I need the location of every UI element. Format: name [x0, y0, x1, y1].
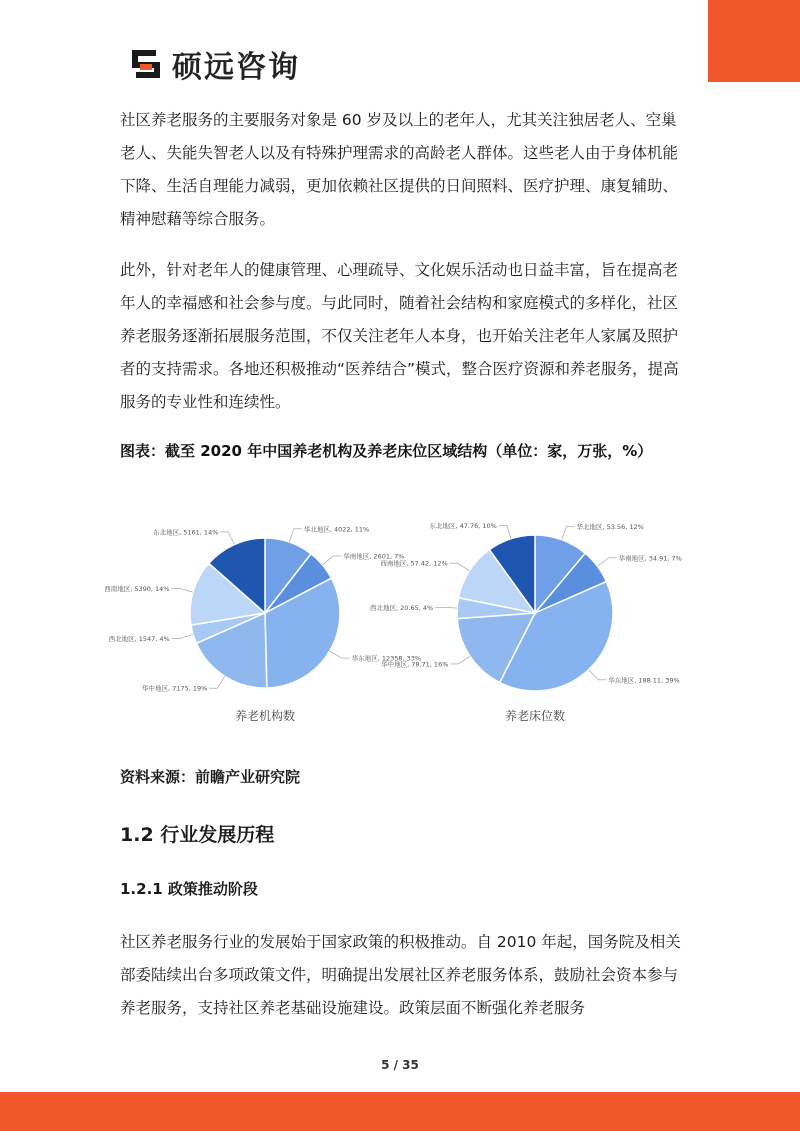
page-number: 5 / 35: [381, 1058, 419, 1072]
pie-leader-1-2: [589, 670, 607, 680]
body-paragraph-1: 社区养老服务的主要服务对象是 60 岁及以上的老年人，尤其关注独居老人、空巢老人、失能失智老人以及有特殊护理需求的高龄老人群体。这些老人由于身体机能下降、生活自理能力减弱，更加依赖社区提供的日间照料、医疗护理、康复辅助、精神慰藉等综合服务。: [120, 111, 679, 228]
pie-leader-1-0: [562, 527, 575, 540]
pie-data-label-1-4: 西北地区, 20.65, 4%: [370, 603, 434, 612]
pie-data-label-1-1: 华南地区, 34.91, 7%: [618, 554, 682, 563]
pie-data-label-1-2: 华东地区, 188.11, 39%: [608, 676, 680, 685]
pie-data-label-1-0: 华北地区, 53.56, 12%: [576, 523, 644, 532]
body-paragraph-3: 社区养老服务行业的发展始于国家政策的积极推动。自 2010 年起，国务院及相关部委陆续出台多项政策文件，明确提出发展社区养老服务体系，鼓励社会资本参与养老服务，支持社区养老基础设施建设。政策层面不断强化养老服务: [120, 933, 681, 1017]
footer-accent-bar: [0, 1092, 800, 1131]
brand-logo: [128, 44, 300, 84]
pie-data-label-0-3: 华中地区, 7175, 19%: [142, 684, 208, 693]
pie-data-label-1-5: 西南地区, 57.42, 12%: [380, 559, 448, 568]
pie-data-label-0-2: 华东地区, 12358, 33%: [351, 654, 422, 663]
pie-axis-label-0: 养老机构数: [234, 709, 296, 723]
pie-leader-1-3: [450, 656, 470, 664]
pie-leader-0-6: [220, 532, 234, 545]
header-accent-block: [708, 0, 800, 82]
pie-data-label-1-3: 华中地区, 78.71, 16%: [381, 660, 449, 669]
source-note: 资料来源：前瞻产业研究院: [120, 768, 301, 786]
body-paragraph-2: 此外，针对老年人的健康管理、心理疏导、文化娱乐活动也日益丰富，旨在提高老年人的幸福感和社会参与度。与此同时，随着社会结构和家庭模式的多样化，社区养老服务逐渐拓展服务范围，不仅关注老年人本身，也开始关注老年人家属及照护者的支持需求。各地还积极推动“医养结合”模式，整合医疗资源和养老服务，提高服务的专业性和连续性。: [120, 261, 679, 411]
pie-leader-1-4: [435, 607, 457, 608]
pie-leader-0-2: [330, 651, 350, 658]
pie-data-label-0-6: 东北地区, 5161, 14%: [153, 528, 219, 537]
pie-axis-label-1: 养老床位数: [504, 709, 566, 723]
pie-data-label-0-0: 华北地区, 4022, 11%: [303, 525, 370, 534]
pie-leader-0-5: [172, 588, 193, 592]
subsection-heading: 1.2.1 政策推动阶段: [120, 880, 258, 898]
brand-name: 硕远咨询: [172, 50, 300, 85]
section-heading: 1.2 行业发展历程: [120, 824, 275, 846]
pie-data-label-1-6: 东北地区, 47.76, 10%: [429, 521, 497, 530]
pie-data-label-0-1: 华南地区, 2601, 7%: [343, 552, 405, 561]
pie-charts: [104, 478, 682, 758]
pie-data-label-0-4: 西北地区, 1547, 4%: [108, 634, 170, 643]
logo-mark-icon: [128, 46, 164, 82]
pie-leader-1-6: [499, 525, 511, 538]
pie-leader-0-4: [172, 634, 193, 638]
pie-leader-1-5: [450, 563, 470, 571]
pie-leader-0-1: [323, 556, 342, 565]
pie-leader-0-3: [209, 676, 225, 688]
pie-data-label-0-5: 西南地区, 5390, 14%: [104, 584, 170, 593]
pie-leader-1-1: [597, 558, 616, 566]
pie-chart-svg: [104, 478, 682, 758]
pie-leader-0-0: [289, 529, 302, 542]
chart-caption: 图表：截至 2020 年中国养老机构及养老床位区域结构（单位：家，万张，%）: [120, 442, 653, 460]
